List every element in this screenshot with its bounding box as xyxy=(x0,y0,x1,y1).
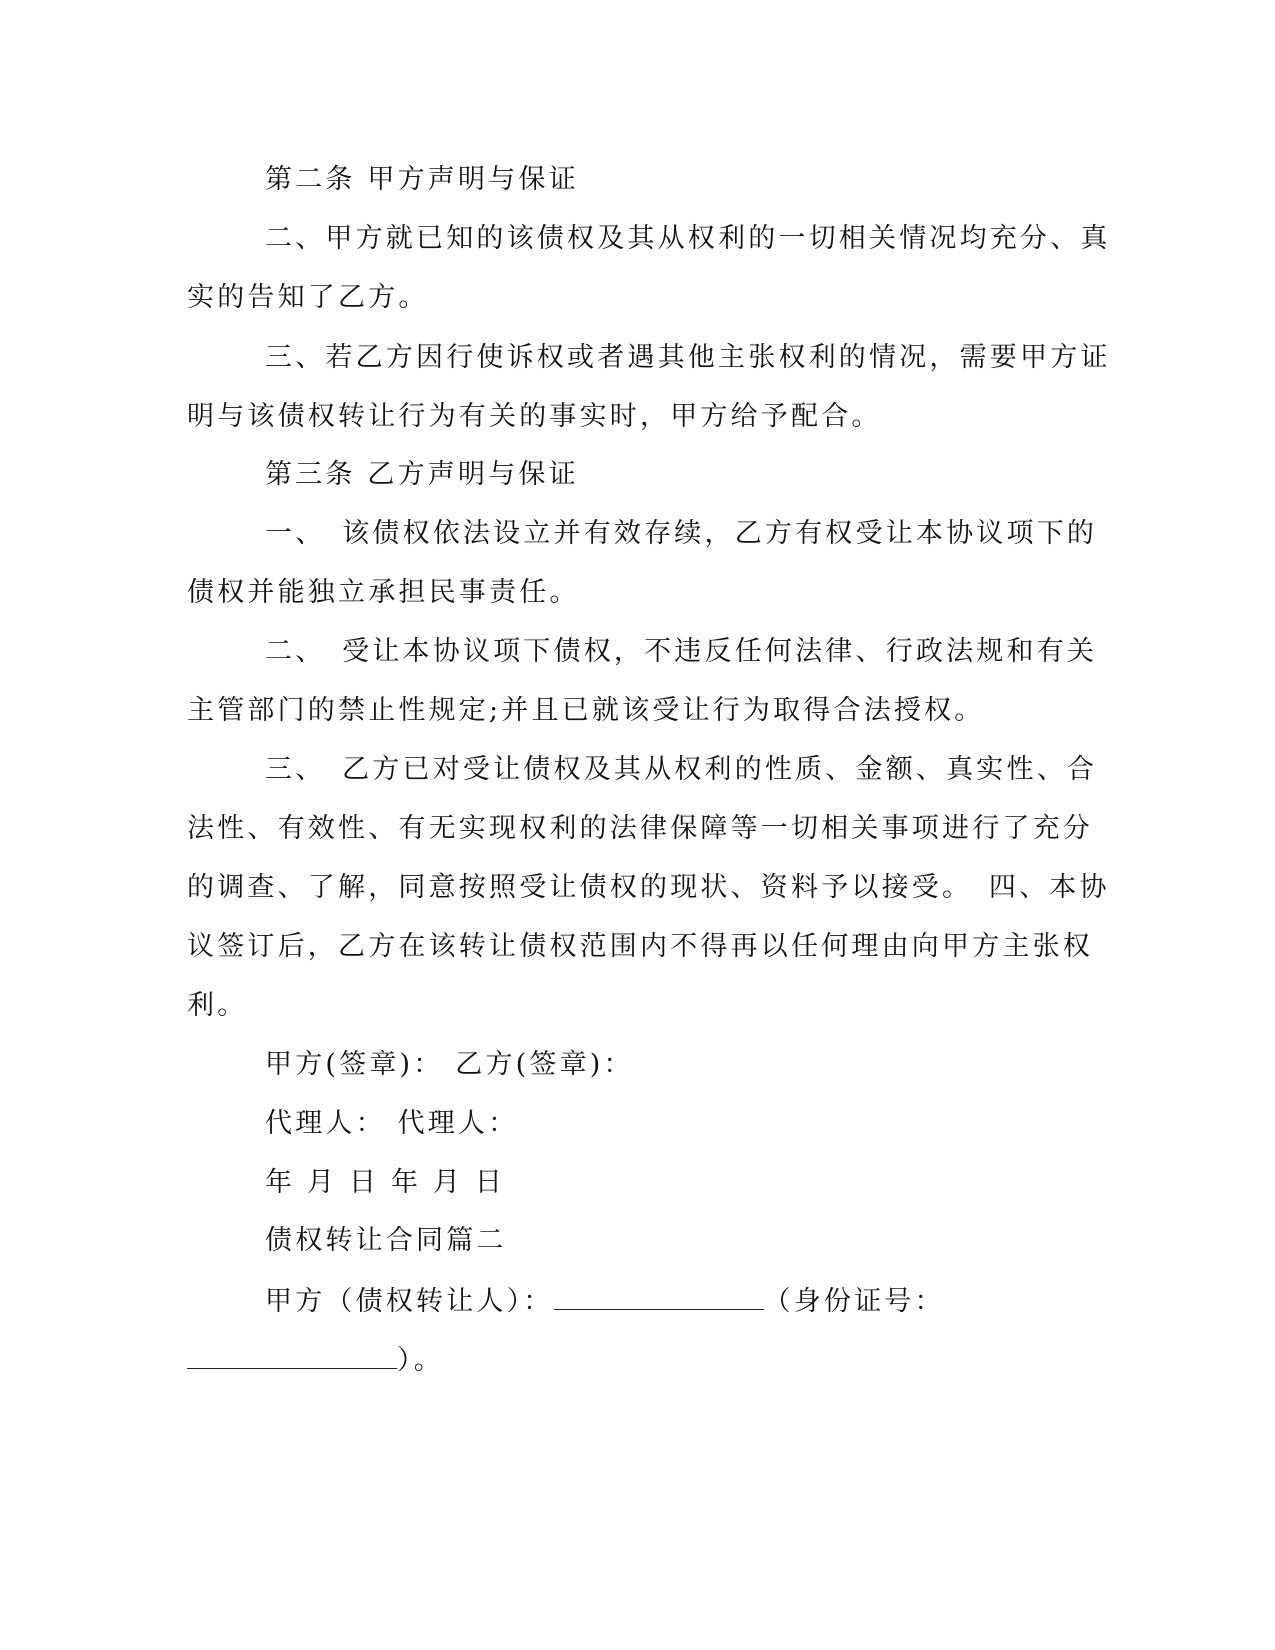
id-blank[interactable] xyxy=(187,1340,397,1369)
paragraph-line: 的调查、了解，同意按照受让债权的现状、资料予以接受。 四、本协 xyxy=(187,872,1110,903)
name-blank[interactable] xyxy=(554,1281,764,1310)
paragraph-line: 实的告知了乙方。 xyxy=(187,282,429,313)
date-line: 年 月 日 年 月 日 xyxy=(265,1167,506,1198)
paragraph-line: 二、甲方就已知的该债权及其从权利的一切相关情况均充分、真 xyxy=(265,223,1111,254)
closing-text: ）。 xyxy=(397,1345,444,1376)
paragraph-line: 议签订后，乙方在该转让债权范围内不得再以任何理由向甲方主张权 xyxy=(187,931,1093,962)
paragraph-line: 主管部门的禁止性规定;并且已就该受让行为取得合法授权。 xyxy=(187,695,985,726)
paragraph-line: 三、 乙方已对受让债权及其从权利的性质、金额、真实性、合 xyxy=(265,754,1098,785)
paragraph-line: 三、若乙方因行使诉权或者遇其他主张权利的情况，需要甲方证 xyxy=(265,342,1111,373)
id-line xyxy=(187,1340,444,1381)
section-title: 债权转让合同篇二 xyxy=(265,1225,507,1256)
party-a-label: 甲方（债权转让人）： xyxy=(265,1286,554,1317)
agent-line: 代理人： 代理人： xyxy=(265,1108,519,1139)
article-3-heading: 第三条 乙方声明与保证 xyxy=(265,459,579,490)
article-2-heading: 第二条 甲方声明与保证 xyxy=(265,164,579,195)
paragraph-line: 明与该债权转让行为有关的事实时，甲方给予配合。 xyxy=(187,401,882,432)
party-a-line xyxy=(265,1281,945,1322)
id-label: （身份证号： xyxy=(763,1286,945,1317)
paragraph-line: 二、 受让本协议项下债权，不违反任何法律、行政法规和有关 xyxy=(265,636,1098,667)
paragraph-line: 一、 该债权依法设立并有效存续，乙方有权受让本协议项下的 xyxy=(265,518,1098,549)
paragraph-line: 债权并能独立承担民事责任。 xyxy=(187,577,580,608)
paragraph-line: 法性、有效性、有无实现权利的法律保障等一切相关事项进行了充分 xyxy=(187,813,1093,844)
paragraph-line: 利。 xyxy=(187,990,248,1021)
signature-line: 甲方(签章)： 乙方(签章)： xyxy=(265,1049,634,1080)
